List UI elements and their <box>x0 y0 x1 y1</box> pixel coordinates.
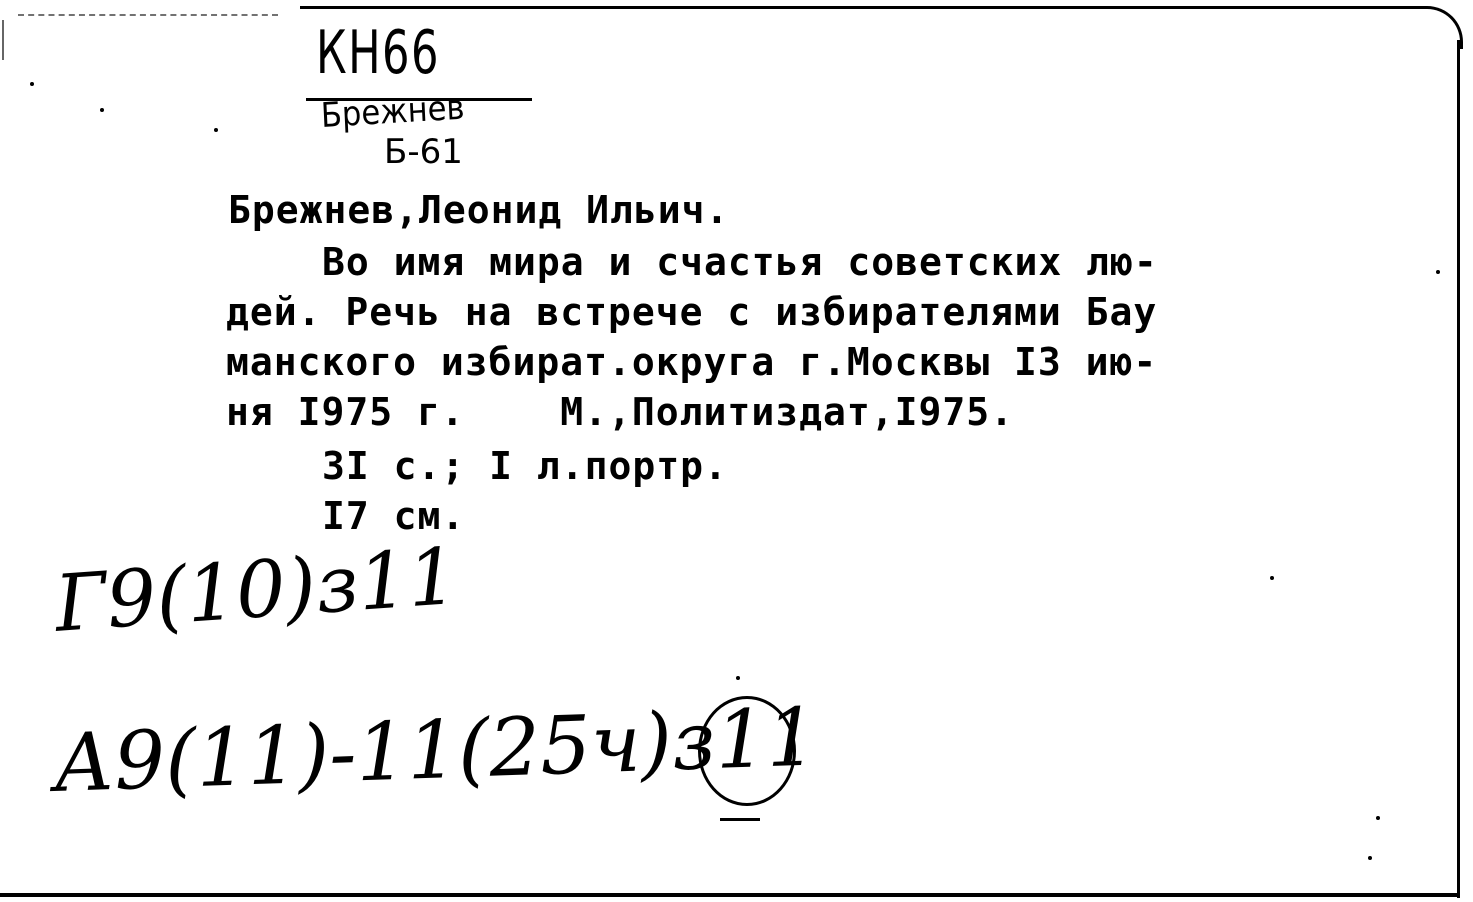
punch-hole-circle <box>698 696 796 806</box>
author-key: Брежнев <box>320 87 466 136</box>
scan-speck <box>1368 856 1372 860</box>
scan-speck <box>1376 816 1380 820</box>
title-line-4: ня I975 г. М.,Политиздат,I975. <box>226 390 1014 434</box>
scan-speck <box>736 676 740 680</box>
classification-mark-2: А9(11)-11(25ч)з11 <box>52 690 819 810</box>
card-right-edge <box>1457 40 1460 898</box>
title-line-2: дей. Речь на встрече с избирателями Бау <box>226 290 1158 334</box>
card-top-edge <box>300 6 1425 9</box>
title-line-3: манского избират.округа г.Москвы I3 ию- <box>226 340 1158 384</box>
card-rounded-corner <box>1400 6 1463 49</box>
cutter-number: Б-61 <box>384 132 463 172</box>
scan-speck <box>100 108 104 112</box>
scan-speck <box>1270 576 1274 580</box>
scan-speck <box>30 82 34 86</box>
card-bottom-edge <box>0 893 1460 897</box>
scan-speck <box>1436 270 1440 274</box>
call-number: КН66 <box>316 18 440 88</box>
title-line-1: Во имя мира и счастья советских лю- <box>322 240 1158 284</box>
card-left-edge <box>2 20 4 60</box>
collation-line: 3I с.; I л.портр. <box>322 444 728 488</box>
classification-mark-1: Г9(10)з11 <box>52 531 461 650</box>
author-heading: Брежнев,Леонид Ильич. <box>228 188 730 232</box>
card-top-edge-faint <box>18 14 278 16</box>
punch-hole-mark <box>720 818 760 821</box>
size-line: I7 см. <box>322 494 466 538</box>
scan-speck <box>214 128 218 132</box>
